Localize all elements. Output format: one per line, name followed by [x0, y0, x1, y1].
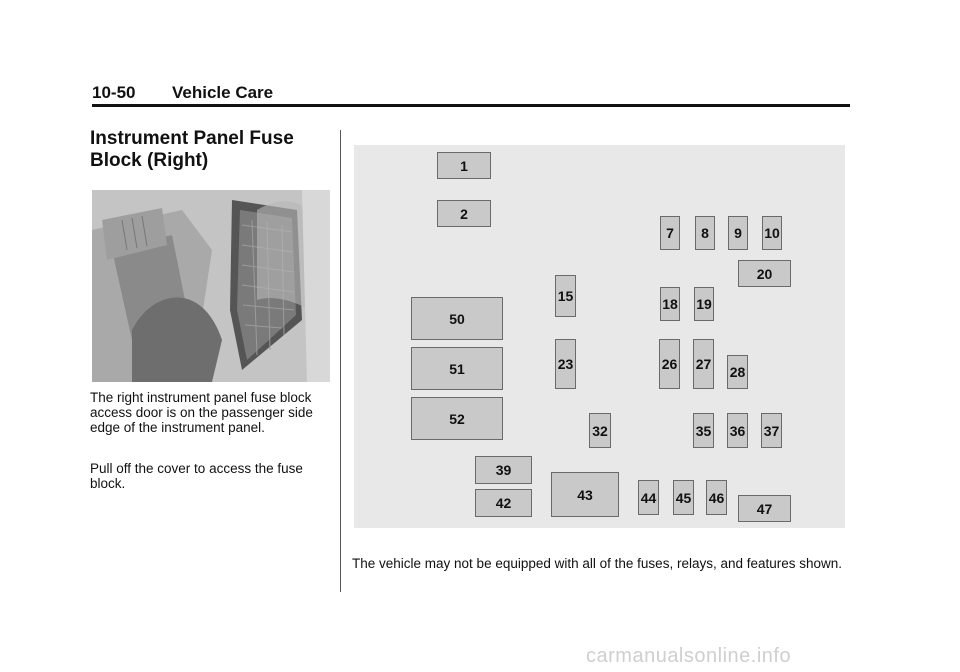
fuse-42: 42 [475, 489, 532, 517]
fuse-45: 45 [673, 480, 694, 515]
watermark-footer: carmanualsonline.info [586, 645, 792, 667]
fuse-block-photo-illustration [92, 190, 330, 382]
fuse-diagram [354, 145, 845, 528]
fuse-8: 8 [695, 216, 715, 250]
fuse-37: 37 [761, 413, 782, 448]
fuse-32: 32 [589, 413, 611, 448]
diagram-caption: The vehicle may not be equipped with all of the fuses, relays, and features shown. [352, 556, 843, 571]
fuse-18: 18 [660, 287, 680, 321]
fuse-46: 46 [706, 480, 727, 515]
fuse-28: 28 [727, 355, 748, 389]
fuse-15: 15 [555, 275, 576, 317]
section-title: Instrument Panel Fuse Block (Right) [90, 128, 294, 171]
fuse-1: 1 [437, 152, 491, 179]
fuse-52: 52 [411, 397, 503, 440]
fuse-20: 20 [738, 260, 791, 287]
fuse-36: 36 [727, 413, 748, 448]
fuse-block-photo [92, 190, 330, 382]
page-number: 10-50 [92, 83, 136, 102]
paragraph-1: The right instrument panel fuse block access door is on the passenger side edge of the instrument panel. [90, 390, 313, 435]
fuse-2: 2 [437, 200, 491, 227]
chapter-title: Vehicle Care [172, 83, 274, 102]
fuse-51: 51 [411, 347, 503, 390]
fuse-47: 47 [738, 495, 791, 522]
paragraph-2: Pull off the cover to access the fuse block. [90, 461, 303, 491]
page-header [92, 83, 850, 103]
fuse-50: 50 [411, 297, 503, 340]
fuse-19: 19 [694, 287, 714, 321]
fuse-23: 23 [555, 339, 576, 389]
fuse-10: 10 [762, 216, 782, 250]
fuse-9: 9 [728, 216, 748, 250]
fuse-35: 35 [693, 413, 714, 448]
header-rule [92, 104, 850, 107]
fuse-27: 27 [693, 339, 714, 389]
column-divider [340, 130, 341, 592]
fuse-26: 26 [659, 339, 680, 389]
fuse-7: 7 [660, 216, 680, 250]
fuse-43: 43 [551, 472, 619, 517]
fuse-39: 39 [475, 456, 532, 484]
fuse-44: 44 [638, 480, 659, 515]
